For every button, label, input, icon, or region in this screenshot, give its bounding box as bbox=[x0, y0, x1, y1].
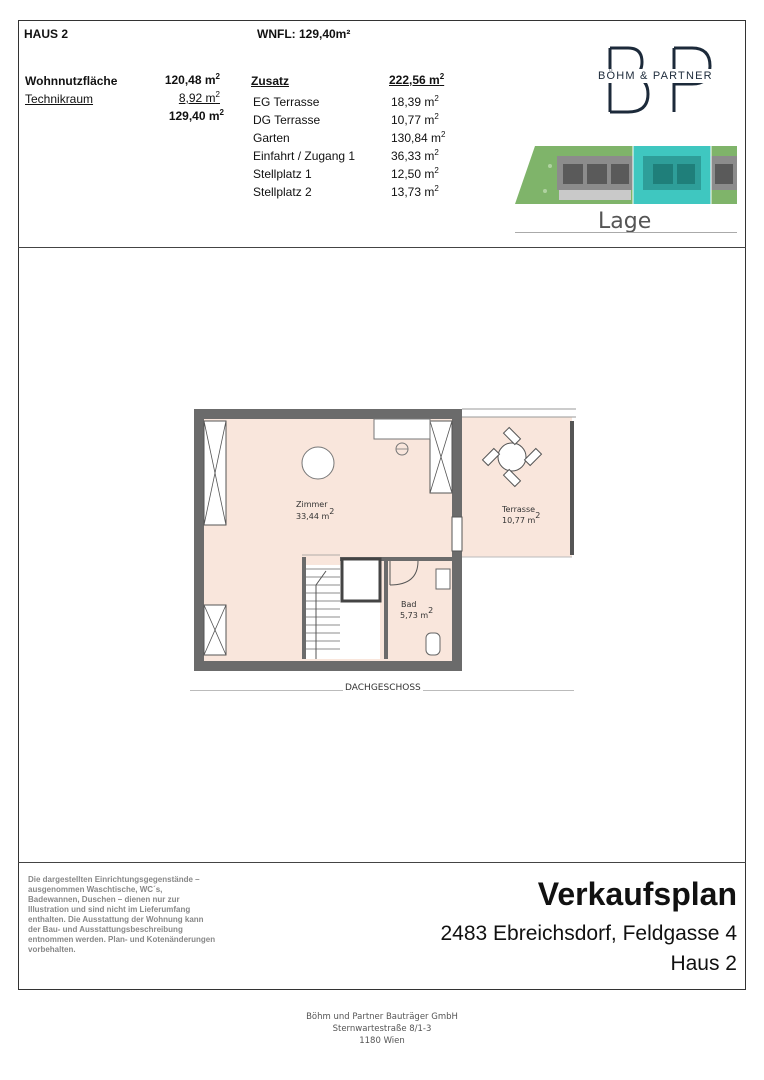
technikraum-label: Technikraum bbox=[25, 92, 94, 106]
area-total-value: 129,40 $m^2$ bbox=[168, 108, 224, 123]
footer-city: 1180 Wien bbox=[359, 1036, 405, 1046]
header-divider bbox=[18, 247, 746, 248]
zusatz-item-value: 130,84 $m^2$ bbox=[391, 130, 446, 145]
footer-street: Sternwartestraße 8/1-3 bbox=[332, 1024, 432, 1034]
room-name-zimmer: Zimmer bbox=[296, 500, 328, 509]
lage-title: Lage bbox=[598, 209, 652, 234]
zusatz-item-label: Garten bbox=[253, 131, 290, 145]
room-area-bad: 5,73 $m^2$ bbox=[400, 606, 434, 620]
address: 2483 Ebreichsdorf, Feldgasse 4 bbox=[440, 922, 737, 945]
zusatz-item-value: 13,73 $m^2$ bbox=[391, 184, 439, 199]
plan-title: Verkaufsplan bbox=[537, 876, 737, 912]
floor-label: DACHGESCHOSS bbox=[345, 683, 421, 693]
floor-plan bbox=[190, 405, 580, 675]
lage-underline bbox=[515, 232, 737, 233]
zusatz-item-value: 18,39 $m^2$ bbox=[391, 94, 439, 109]
site-plan-thumbnail bbox=[515, 146, 737, 204]
wohnnutzflaeche-label: Wohnnutzfläche bbox=[25, 74, 118, 88]
house-title: Haus 2 bbox=[670, 952, 737, 975]
zusatz-item-label: DG Terrasse bbox=[253, 113, 321, 127]
zusatz-item-value: 12,50 $m^2$ bbox=[391, 166, 439, 181]
zusatz-item-label: Einfahrt / Zugang 1 bbox=[253, 149, 356, 163]
zusatz-total: 222,56 $m^2$ bbox=[389, 72, 445, 87]
zusatz-item-label: Stellplatz 1 bbox=[253, 167, 312, 181]
footer-company: Böhm und Partner Bauträger GmbH bbox=[306, 1012, 458, 1022]
room-name-bad: Bad bbox=[401, 600, 417, 609]
wnfl-label: WNFL: 129,40m² bbox=[257, 27, 351, 41]
room-name-terrasse: Terrasse bbox=[502, 505, 536, 514]
company-name: BÖHM & PARTNER bbox=[598, 70, 713, 82]
wohnnutzflaeche-value: 120,48 $m^2$ bbox=[164, 72, 220, 87]
zusatz-item-label: Stellplatz 2 bbox=[253, 185, 312, 199]
footer-divider bbox=[18, 862, 746, 863]
zusatz-item-value: 36,33 $m^2$ bbox=[391, 148, 439, 163]
room-area-terrasse: 10,77 $m^2$ bbox=[502, 511, 541, 525]
zusatz-item-value: 10,77 $m^2$ bbox=[391, 112, 439, 127]
zusatz-title: Zusatz bbox=[251, 74, 290, 88]
zusatz-item-label: EG Terrasse bbox=[253, 95, 320, 109]
house-label: HAUS 2 bbox=[24, 27, 69, 41]
disclaimer: Die dargestellten Einrichtungsgegenstände – ausgenommen Waschtische, WC´s, Badewannen, Duschen – dienen nur zur Illustration und sind nicht im Lieferumfang enthalten. Die Ausstattung der Wohnung kann der Bau- und Ausstattungsbeschreibung entnommen werden. Plan- und Kotenänderungen vorbehalten. bbox=[28, 875, 216, 954]
technikraum-value: 8,92 $m^2$ bbox=[178, 90, 220, 105]
room-area-zimmer: 33,44 $m^2$ bbox=[296, 507, 335, 521]
bp-logo bbox=[598, 38, 718, 118]
